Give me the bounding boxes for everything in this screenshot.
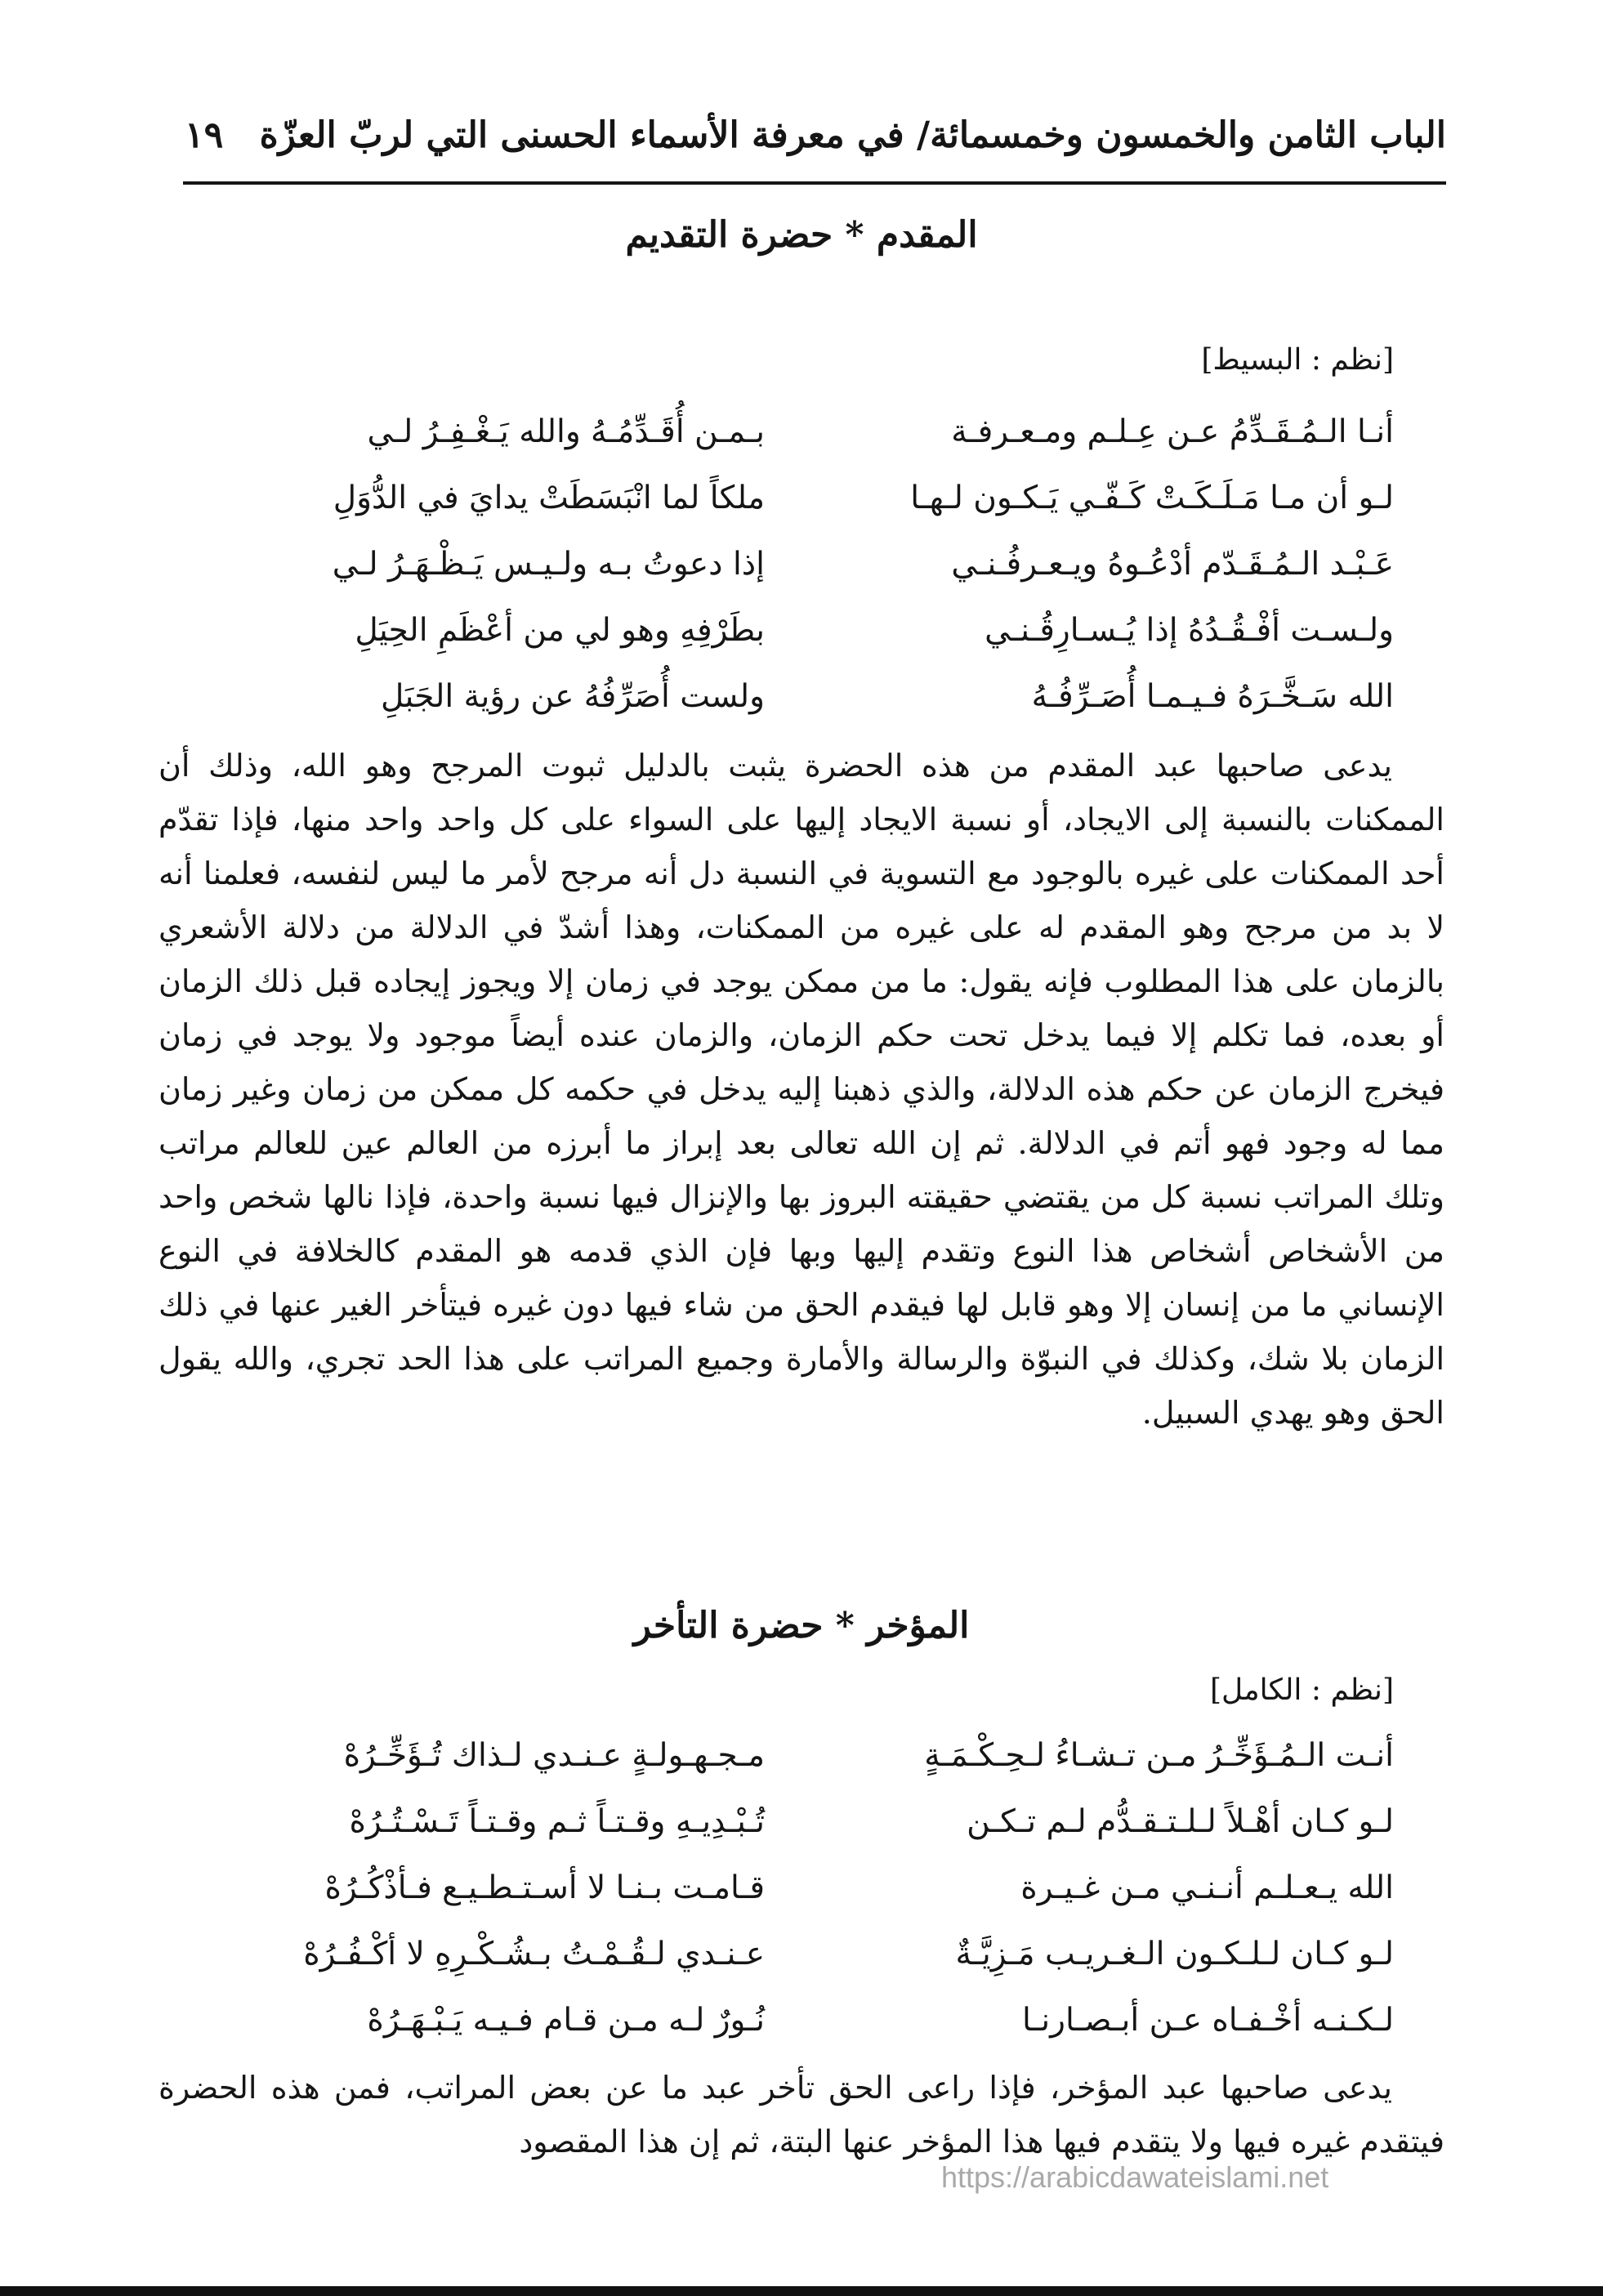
verse-second-hemistich: بـمـن أُقَـدِّمُـهُ والله يَـغْـفِـرُ لـي [367,413,765,450]
verse-second-hemistich: بطَرْفِهِ وهو لي من أعْظَمِ الحِيَلِ [355,612,765,649]
section-heading-muakhkhir: المؤخر * حضرة التأخر [633,1605,970,1646]
poem-muqaddim [201,399,1394,730]
verse-first-hemistich: لـو كـان أهْـلاً لـلـتـقـدُّم لـم تـكـن [967,1803,1394,1840]
verse-first-hemistich: ولـسـت أفْـقُـدُهُ إذا يُـسـارِقُـنـي [985,612,1394,649]
verse-second-hemistich: عـنـدي لـقُـمْـتُ بـشُـكْـرِهِ لا أكْـفُـرُهْ [303,1936,765,1972]
verse-first-hemistich: الله سَـخَّـرَهُ فـيـمـا أُصَـرِّفُـهُ [1031,678,1394,715]
verse-second-hemistich: ولست أُصَرِّفُهُ عن رؤية الجَبَلِ [381,678,765,715]
paragraph: يدعى صاحبها عبد المقدم من هذه الحضرة يثبت بالدليل ثبوت المرجح وهو الله، وذلك أن الممكنات بالنسبة إلى الايجاد، أو نسبة الايجاد إليها على السواء على كل واحد واحد منها، فإذا تقدّم أحد الممكنات على غيره بالوجود مع التسوية في النسبة دل أنه مرجح لأمر ما ليس لنفسه، فعلمنا أنه لا بد من مرجح وهو المقدم له على غيره من الممكنات، وهذا أشدّ في الدلالة من دلالة الأشعري بالزمان على هذا المطلوب فإنه يقول: ما من ممكن يوجد في زمان إلا ويجوز إيجاده قبل ذلك الزمان أو بعده، فما تكلم إلا فيما يدخل تحت حكم الزمان، والزمان عنده أيضاً موجود ولا يوجد في زمان فيخرج الزمان عن حكم هذه الدلالة، والذي ذهبنا إليه يدخل في حكمه كل ممكن من زمان وغير زمان مما له وجود فهو أتم في الدلالة. ثم إن الله تعالى بعد إبراز ما أبرزه من العالم عين للعالم مراتب وتلك المراتب نسبة كل من يقتضي حقيقته البروز بها والإنزال فيها نسبة واحدة، فإذا نالها شخص واحد من الأشخاص أشخاص هذا النوع وتقدم إليها وبها فإن الذي قدمه هو المقدم كالخلافة في النوع الإنساني ما من إنسان إلا وهو قابل لها فيقدم الحق من شاء فيها دون غيره فيتأخر الغير عنها في ذلك الزمان بلا شك، وكذلك في النبوّة والرسالة والأمارة وجميع المراتب على هذا الحد تجري، والله يقول الحق وهو يهدي السبيل. [159,748,1444,1431]
verse-first-hemistich: لـو أن مـا مَـلَـكَـتْ كَـفّـي يَـكـون لـهـا [910,480,1394,516]
source-watermark-link[interactable]: https://arabicdawateislami.net [941,2160,1329,2194]
verse-row [201,1789,1394,1855]
verse-second-hemistich: مـجـهـولـةٍ عـنـدي لـذاك تُـؤَخِّـرُهْ [343,1737,765,1774]
verse-row [201,531,1394,597]
scan-bottom-edge [0,2286,1603,2296]
meter-label-basit: [نظم : البسيط] [1201,343,1394,377]
verse-second-hemistich: إذا دعوتُ بـه ولـيـس يَـظْـهَـرُ لـي [332,546,765,583]
verse-row [201,1722,1394,1789]
header-divider [183,181,1446,185]
verse-second-hemistich: تُـبْـدِيـهِ وقـتـاً ثـم وقـتـاً تَـسْـتُـرُهْ [349,1803,765,1840]
poem-muakhkhir [201,1722,1394,2053]
verse-first-hemistich: الله يـعـلـم أنـنـي مـن غـيـرة [1020,1869,1394,1906]
verse-first-hemistich: عَـبْـد الـمُـقَـدّم أدْعُـوهُ ويـعـرفُـنـي [951,546,1394,583]
chapter-title: الباب الثامن والخمسون وخمسمائة/ في معرفة الأسماء الحسنى التي لربّ العزّة [259,114,1446,156]
verse-first-hemistich: أنـت الـمُـؤَخِّـرُ مـن تـشـاءُ لـحِـكْـمَـةٍ [924,1737,1394,1774]
verse-row [201,465,1394,531]
prose-muakhkhir [159,2061,1444,2169]
verse-first-hemistich: لـكـنـه أخْـفـاه عـن أبـصـارنـا [1021,2002,1394,2039]
meter-label-kamil: [نظم : الكامل] [1210,1673,1394,1707]
verse-first-hemistich: أنـا الـمُـقَـدِّمُ عـن عِـلـم ومـعـرفـة [951,413,1394,450]
page-header [185,102,1446,168]
verse-row [201,1855,1394,1921]
verse-first-hemistich: لـو كـان لـلـكـون الـغـريـب مَـزِيَّـةٌ [955,1936,1394,1972]
verse-row [201,597,1394,663]
verse-second-hemistich: نُـورٌ لـه مـن قـام فـيـه يَـبْـهَـرُهْ [367,2002,765,2039]
page-number: ١٩ [185,114,224,156]
verse-row [201,663,1394,730]
verse-row [201,1987,1394,2053]
verse-row [201,399,1394,465]
paragraph: يدعى صاحبها عبد المؤخر، فإذا راعى الحق تأخر عبد ما عن بعض المراتب، فمن هذه الحضرة فيتقدم غيره فيها ولا يتقدم فيها هذا المؤخر عنها البتة، ثم إن هذا المقصود [159,2070,1444,2160]
verse-second-hemistich: قـامـت بـنـا لا أسـتـطـيـع فـأذْكُـرُهْ [324,1869,765,1906]
verse-second-hemistich: ملكاً لما انْبَسَطَتْ يدايَ في الدُّوَلِ [333,480,765,516]
section-heading-muqaddim: المقدم * حضرة التقديم [625,214,978,256]
prose-muqaddim [159,739,1444,1440]
verse-row [201,1921,1394,1987]
